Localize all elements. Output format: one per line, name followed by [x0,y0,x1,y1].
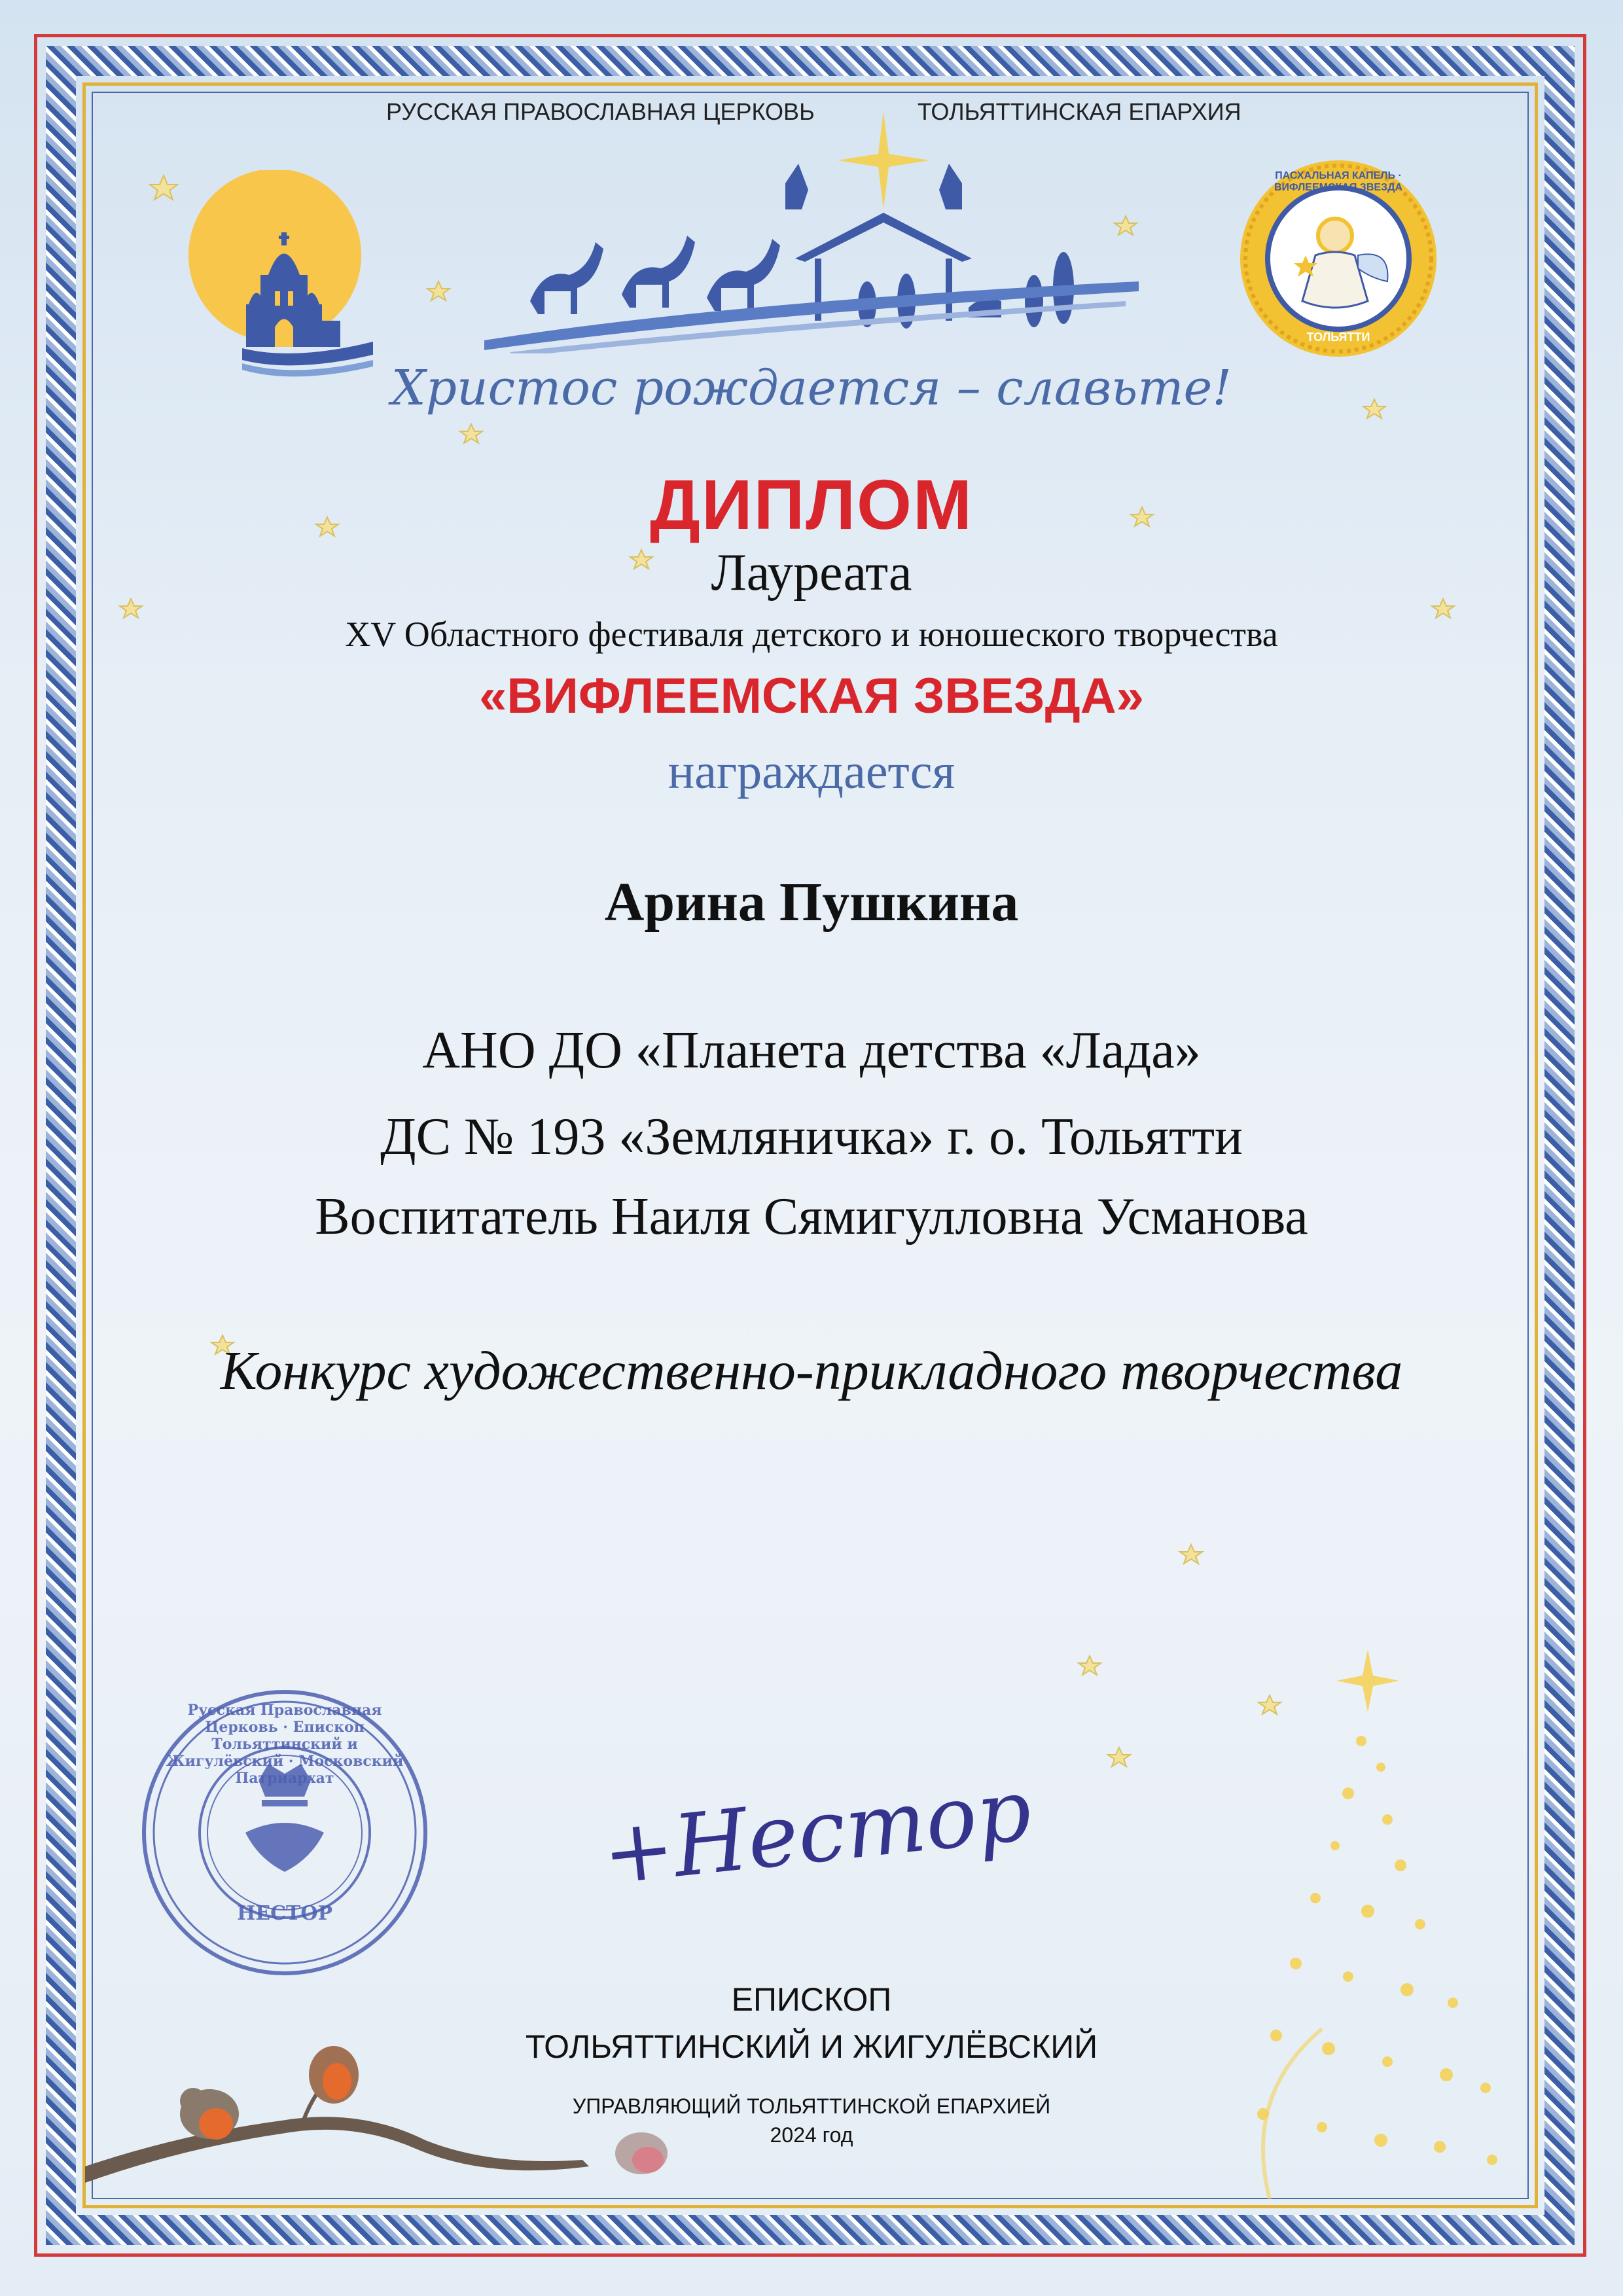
badge-bottom-text: ТОЛЬЯТТИ [1306,331,1370,344]
recipient-name: Арина Пушкина [604,872,1019,933]
contest-name: Конкурс художественно-прикладного творчества [220,1340,1403,1401]
organization-line-1: АНО ДО «Планета детства «Лада» [422,1022,1201,1079]
badge-top-text: ПАСХАЛЬНАЯ КАПЕЛЬ · ВИФЛЕЕМСКАЯ ЗВЕЗДА [1274,170,1403,193]
stamp-center-text: НЕСТОР [236,1902,333,1925]
christmas-greeting: Христос рождается – славьте! [391,360,1232,416]
awarded-label: награждается [668,744,955,799]
festival-name: «ВИФЛЕЕМСКАЯ ЗВЕЗДА» [479,668,1144,724]
sparkle-christmas-tree [1191,1636,1558,2212]
festival-description: XV Областного фестиваля детского и юношеского творчества [345,615,1278,654]
stamp-ring-text: Русская Православная Церковь · Епископ Тольяттинский и Жигулёвский · Московский Патриархат [166,1702,404,1787]
cathedral-logo [183,170,393,380]
issue-year: 2024 год [770,2123,853,2147]
nativity-illustration [471,105,1152,353]
organization-line-2: ДС № 193 «Земляничка» г. о. Тольятти [380,1108,1243,1166]
bishop-title-line-1: ЕПИСКОП [731,1981,892,2018]
organization-line-3: Воспитатель Наиля Сямигулловна Усманова [315,1188,1308,1246]
branch-with-robins [85,2003,700,2199]
bishop-title-line-2: ТОЛЬЯТТИНСКИЙ И ЖИГУЛЁВСКИЙ [525,2028,1098,2065]
bishop-signature: +Нестор [597,1759,1036,1904]
diploma-title: ДИПЛОМ [650,465,973,544]
bishop-title-line-3: УПРАВЛЯЮЩИЙ ТОЛЬЯТТИНСКОЙ ЕПАРХИЕЙ [572,2094,1051,2118]
church-name: РУССКАЯ ПРАВОСЛАВНАЯ ЦЕРКОВЬ [386,98,815,125]
eparchy-name: ТОЛЬЯТТИНСКАЯ ЕПАРХИЯ [918,98,1241,125]
laureate-label: Лауреата [711,544,912,601]
